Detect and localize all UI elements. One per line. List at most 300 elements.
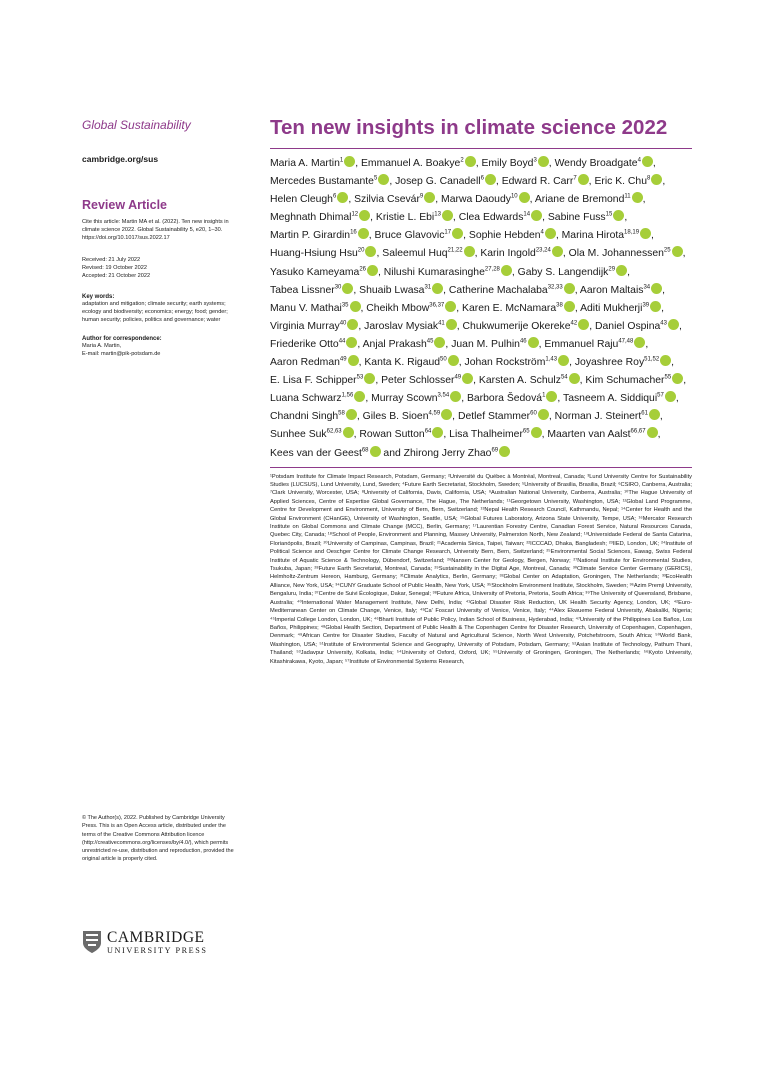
author-separator: ,: [375, 375, 382, 387]
article-title: Ten new insights in climate science 2022: [270, 116, 692, 149]
author-separator: and: [380, 447, 404, 459]
author-separator: ,: [683, 375, 687, 387]
author-separator: ,: [574, 284, 580, 296]
author: [544, 339, 645, 350]
author-name: Eric K. Chu: [594, 176, 647, 188]
author-name: Marina Hirota: [561, 230, 625, 242]
author-affiliation-number: 54: [560, 374, 568, 381]
author-name: Joyashree Roy: [574, 357, 645, 369]
orcid-icon[interactable]: [343, 427, 354, 438]
author: [270, 411, 357, 422]
orcid-icon[interactable]: [650, 301, 661, 312]
author-affiliation-number: 12: [351, 211, 359, 218]
orcid-icon[interactable]: [558, 355, 569, 366]
publisher-wordmark: [107, 930, 208, 955]
orcid-icon[interactable]: [651, 283, 662, 294]
author-name: Tabea Lissner: [270, 284, 335, 296]
author: [361, 158, 476, 169]
orcid-icon[interactable]: [464, 246, 475, 257]
author: [270, 194, 348, 205]
author-name: Sophie Hebden: [468, 230, 541, 242]
author-affiliation-number: 69: [491, 447, 499, 454]
orcid-icon[interactable]: [359, 210, 370, 221]
author-name: Zhirong Jerry Zhao: [403, 447, 492, 459]
author: [562, 230, 651, 241]
author-name: Rowan Sutton: [359, 429, 425, 441]
correspondence-name: Maria A. Martin,: [82, 343, 122, 349]
author: [270, 267, 378, 278]
author: [404, 448, 510, 459]
author: [449, 429, 541, 440]
orcid-icon[interactable]: [501, 265, 512, 276]
author-affiliation-number: 1,43: [545, 356, 558, 363]
author-name: Barbora Šedová: [466, 393, 543, 405]
author-name: Gaby S. Langendijk: [517, 266, 609, 278]
author: [481, 158, 548, 169]
author-name: Emmanuel A. Boakye: [361, 158, 461, 169]
orcid-icon[interactable]: [672, 373, 683, 384]
author-name: Friederike Otto: [270, 338, 339, 350]
author-separator: ,: [443, 429, 450, 441]
cambridge-shield-icon: [82, 930, 102, 954]
author-name: Saleemul Huq: [382, 248, 448, 260]
author: [363, 339, 446, 350]
author-separator: ,: [557, 393, 563, 405]
author-separator: ,: [529, 194, 535, 206]
orcid-icon[interactable]: [424, 192, 435, 203]
author-affiliation-number: 4,59: [428, 410, 441, 417]
author-name: Emily Boyd: [481, 158, 534, 169]
orcid-icon[interactable]: [346, 337, 357, 348]
author-separator: ,: [456, 302, 463, 314]
orcid-icon[interactable]: [519, 192, 530, 203]
orcid-icon[interactable]: [350, 301, 361, 312]
author-name: Wendy Broadgate: [554, 158, 638, 169]
author-affiliation-number: 4: [540, 229, 544, 236]
affiliations: ¹Potsdam Institute for Climate Impact Research, Potsdam, Germany; ²Université du Québec à Montréal, Montreal, Canada; ³Lund University Centre for Sustainability Studies (LUCSUS), Lund University, Lund, Sweden; ⁴Future Earth Secretariat, Stockholm, Sweden; ⁵University of Brasilia, Brasilia, Brazil; ⁶CSIRO, Canberra, Australia; ⁷Clark University, Worcester, USA; ⁸University of California, Davis, California, USA; ⁹Australian National University, Canberra, Australia; ¹⁰The Hague University of Applied Sciences, Centre of Expertise Global Governance, The Hague, The Netherlands; ¹¹Georgetown University, Washington, USA; ¹²Global Land Programme, Centre for Development and Environment, University of Bern, Bern, Switzerland; ¹³Nepal Health Research Council, Kathmandu, Nepal; ¹⁴Center for Health and the Global Environment (CHanGE), University of Washington, Seattle, USA; ¹⁵Global Futures Laboratory, Arizona State University, Tempe, USA; ¹⁶Mercator Research Institute on Global Commons and Climate Change (MCC), Berlin, Germany; ¹⁷Laurentian Forestry Centre, Canadian Forest Service, Natural Resources Canada, Quebec City, Canada; ¹⁸School of People, Environment and Planning, Massey University, Palmerston North, New Zealand; ¹⁹Universidade Federal de Santa Catarina, Florianópolis, Brazil; ²⁰University of Campinas, Campinas, Brazil; ²¹Academia Sinica, Taipei, Taiwan; ²²ICCCAD, Dhaka, Bangladesh; ²³IIED, London, UK; ²⁴Institute of Political Science and Oeschger Centre for Climate Change Research, University Bern, Bern, Switzerland; ²⁵Environmental Social Sciences, Eawag, Swiss Federal Institute of Aquatic Science & Technology, Dübendorf, Switzerland; ²⁶Nansen Center for Geology, Bergen, Norway; ²⁷National Institute for Environmental Studies, Tsukuba, Japan; ²⁸Future Earth Secretariat, Montreal, Canada; ²⁹Sustainability in the Digital Age, Montreal, Canada; ³⁰Climate Service Center Germany (GERICS), Helmholtz-Zentrum Hereon, Hamburg, Germany; ³¹Climate Analytics, Berlin, Germany; ³²Global Center on Adaptation, Groningen, The Netherlands; ³³EcoHealth Alliance, New York, USA; ³⁴CUNY Graduate School of Public Health, New York, USA; ³⁵Stockholm Environment Institute, Stockholm, Sweden; ³⁶Azim Premji University, Bengaluru, India; ³⁷Centre de Suivi Écologique, Dakar, Senegal; ³⁸Future Africa, University of Pretoria, Pretoria, South Africa; ³⁹The University of Queensland, Brisbane, Australia; ⁴⁰International Water Management Institute, New Delhi, India; ⁴¹Global Disaster Risk Reduction, UK Health Security Agency, London, UK; ⁴²Euro-Mediterranean Center on Climate Change, Venice, Italy; ⁴³Ca' Foscari University of Venice, Venice, Italy; ⁴⁴Alex Ekwueme Federal University, Abakaliki, Nigeria; ⁴⁵Imperial College London, London, UK; ⁴⁶Bharti Institute of Public Policy, Indian School of Business, Hyderabad, India; ⁴⁷University of the Philippines Los Baños, Los Baños, Philippines; ⁴⁸Global Health Section, Department of Public Health & The Copenhagen Centre for Disaster Research, University of Copenhagen, Copenhagen, Denmark; ⁴⁹African Centre for Disaster Studies, Faculty of Natural and Agricultural Science, North West University, Potchefstroom, South Africa; ⁵⁰World Bank, Washington, USA; ⁵¹Institute of Environmental Science and Geography, University of Potsdam, Potsdam, Germany; ⁵²Asian Institute of Technology, Pathum Thani, Thailand; ⁵³Jadavpur University, Kolkata, India; ⁵⁴University of Oxford, Oxford, UK; ⁵⁵University of Groningen, Groningen, The Netherlands; ⁵⁶Kyoto University, Kitashirakawa, Kyoto, Japan; ⁵⁷Institute of Environmental Systems Research,: [270, 473, 692, 665]
orcid-icon[interactable]: [452, 228, 463, 239]
orcid-icon[interactable]: [348, 355, 359, 366]
orcid-icon[interactable]: [442, 210, 453, 221]
author: [575, 357, 671, 368]
author-affiliation-number: 46: [519, 338, 527, 345]
orcid-icon[interactable]: [347, 319, 358, 330]
author-name: Daniel Ospina: [595, 320, 661, 332]
author-affiliation-number: 1: [542, 392, 546, 399]
orcid-icon[interactable]: [462, 373, 473, 384]
orcid-icon[interactable]: [358, 228, 369, 239]
author-affiliation-number: 51,52: [644, 356, 660, 363]
author-separator: ,: [443, 284, 449, 296]
author-affiliation-number: 49: [339, 356, 347, 363]
orcid-icon[interactable]: [672, 246, 683, 257]
author-name: Lisa Thalheimer: [449, 429, 523, 441]
orcid-icon[interactable]: [552, 246, 563, 257]
orcid-icon[interactable]: [531, 427, 542, 438]
author: [359, 285, 443, 296]
author: [270, 285, 353, 296]
author-separator: ,: [652, 158, 656, 169]
author: [479, 375, 580, 386]
author-separator: ,: [435, 194, 442, 206]
author-affiliation-number: 57: [657, 392, 664, 399]
author-name: Emmanuel Raju: [544, 338, 619, 350]
orcid-icon[interactable]: [499, 446, 510, 457]
author-name: Peter Schlosser: [381, 375, 455, 387]
author-separator: ,: [662, 284, 666, 296]
orcid-icon[interactable]: [337, 192, 348, 203]
orcid-icon[interactable]: [485, 174, 496, 185]
orcid-icon[interactable]: [448, 355, 459, 366]
author-separator: ,: [651, 230, 654, 242]
author-affiliation-number: 31: [424, 284, 432, 291]
author: [518, 267, 627, 278]
author-affiliation-number: 2: [460, 157, 464, 164]
orcid-icon[interactable]: [441, 409, 452, 420]
orcid-icon[interactable]: [632, 192, 643, 203]
orcid-icon[interactable]: [647, 427, 658, 438]
orcid-icon[interactable]: [564, 283, 575, 294]
author-separator: ,: [548, 158, 555, 169]
author-separator: ,: [475, 158, 482, 169]
author-name: Luana Schwarz: [270, 393, 342, 405]
author-name: Shuaib Lwasa: [359, 284, 425, 296]
publisher-logo: [82, 930, 208, 955]
orcid-icon[interactable]: [616, 265, 627, 276]
author: [465, 357, 570, 368]
author-separator: ,: [376, 248, 383, 260]
keywords: adaptation and mitigation; climate security; earth systems; ecology and biodiversity; economics; energy; food; gender; human security; policies, politics and governance; water: [82, 301, 228, 323]
orcid-icon[interactable]: [432, 283, 443, 294]
author: [563, 393, 676, 404]
author-affiliation-number: 9: [419, 193, 424, 200]
author-separator: ,: [445, 338, 452, 350]
author-name: Kanta K. Rigaud: [364, 357, 441, 369]
author-name: Meghnath Dhimal: [270, 212, 352, 224]
author-affiliation-number: 45: [426, 338, 434, 345]
author-affiliation-number: 16: [350, 229, 357, 236]
author: [547, 429, 657, 440]
correspondence-email[interactable]: E-mail: martin@pik-potsdam.de: [82, 351, 161, 357]
author-affiliation-number: 15: [605, 211, 613, 218]
author-separator: ,: [659, 411, 663, 423]
author: [364, 357, 458, 368]
author-separator: ,: [458, 357, 465, 369]
author-name: Marwa Daoudy: [441, 194, 511, 206]
author-affiliation-number: 10: [510, 193, 518, 200]
orcid-icon[interactable]: [578, 174, 589, 185]
author: [585, 375, 683, 386]
author-affiliation-number: 64: [424, 428, 432, 435]
author-separator: ,: [456, 320, 463, 332]
author-name: Murray Scown: [371, 393, 438, 405]
author-separator: ,: [579, 375, 586, 387]
author-affiliation-number: 17: [444, 229, 452, 236]
author-name: Kees van der Geest: [270, 447, 362, 459]
orcid-icon[interactable]: [538, 156, 549, 167]
author-separator: ,: [353, 284, 360, 296]
author: [381, 375, 473, 386]
orcid-icon[interactable]: [538, 409, 549, 420]
author-separator: ,: [642, 194, 646, 206]
author: [270, 375, 375, 386]
author-name: Yasuko Kameyama: [270, 266, 360, 278]
author-name: Juan M. Pulhin: [451, 338, 520, 350]
author-affiliation-number: 11: [624, 193, 631, 200]
journal-name: Global Sustainability: [82, 118, 191, 132]
author-name: Sunhee Suk: [270, 429, 327, 441]
author-name: Aditi Mukherji: [580, 302, 643, 314]
orcid-icon[interactable]: [344, 156, 355, 167]
author-affiliation-number: 68: [361, 447, 369, 454]
author: [375, 230, 464, 241]
author-separator: ,: [360, 302, 367, 314]
author-separator: ,: [378, 266, 384, 278]
author-separator: ,: [358, 320, 365, 332]
author-name: Detlef Stammer: [457, 411, 531, 423]
author-separator: ,: [671, 357, 675, 369]
author-affiliation-number: 27,28: [484, 266, 500, 273]
author: [270, 176, 389, 187]
publisher-subname: UNIVERSITY PRESS: [107, 945, 208, 955]
author-affiliation-number: 13: [434, 211, 441, 218]
author-affiliation-number: 43: [660, 320, 667, 327]
orcid-icon[interactable]: [367, 265, 378, 276]
author-name: Chandni Singh: [270, 411, 339, 423]
author: [270, 429, 354, 440]
author-name: Nilushi Kumarasinghe: [383, 266, 485, 278]
orcid-icon[interactable]: [668, 319, 679, 330]
author-affiliation-number: 50: [440, 356, 447, 363]
author: [555, 158, 653, 169]
author: [270, 357, 359, 368]
orcid-icon[interactable]: [432, 427, 443, 438]
author-affiliation-number: 30: [334, 284, 342, 291]
author-affiliation-number: 23,24: [535, 248, 551, 254]
author-separator: ,: [589, 320, 596, 332]
author-affiliation-number: 21,22: [447, 248, 463, 254]
copyright-notice: © The Author(s), 2022. Published by Cambridge University Press. This is an Open Access article, distributed under the terms of the Creative Commons Attribution licence (http://creativecommons.org/licenses/by/4.0/), which permits unrestricted re-use, distribution and reproduction, provided the original article is properly cited.: [82, 815, 234, 863]
author-affiliation-number: 49: [454, 374, 462, 381]
author-name: Karen E. McNamara: [462, 302, 557, 314]
author-affiliation-number: 34: [643, 284, 651, 291]
author-affiliation-number: 61: [641, 410, 648, 417]
orcid-icon[interactable]: [346, 409, 357, 420]
orcid-icon[interactable]: [342, 283, 353, 294]
author: [469, 230, 556, 241]
orcid-icon[interactable]: [660, 355, 671, 366]
author-name: Giles B. Sioen: [362, 411, 429, 423]
author-affiliation-number: 32,33: [547, 284, 563, 291]
author-name: Ariane de Bremond: [534, 194, 625, 206]
author-name: Clea Edwards: [458, 212, 524, 224]
author: [480, 248, 562, 259]
orcid-icon[interactable]: [446, 319, 457, 330]
orcid-icon[interactable]: [354, 391, 365, 402]
author-name: Helen Cleugh: [270, 194, 333, 206]
author: [555, 411, 660, 422]
orcid-icon[interactable]: [365, 246, 376, 257]
author-separator: ,: [569, 357, 575, 369]
orcid-icon[interactable]: [564, 301, 575, 312]
author-name: Tasneem A. Siddiqui: [563, 393, 658, 405]
dates: [82, 256, 234, 280]
main-column: [270, 116, 692, 666]
author-name: Martin P. Girardin: [270, 230, 351, 242]
author-name: Kristie L. Ebi: [375, 212, 435, 224]
orcid-icon[interactable]: [445, 301, 456, 312]
author-separator: ,: [682, 248, 686, 260]
author: [395, 176, 496, 187]
author-affiliation-number: 26: [359, 266, 367, 273]
author-name: Aaron Redman: [270, 357, 340, 369]
author-separator: ,: [474, 248, 481, 260]
sidebar: [82, 118, 234, 358]
article-type: Review Article: [82, 198, 167, 212]
author-name: Johan Rockström: [464, 357, 546, 369]
orcid-icon[interactable]: [642, 156, 653, 167]
author-affiliation-number: 47,48: [618, 338, 634, 345]
author-separator: ,: [357, 338, 363, 350]
author-separator: ,: [538, 338, 545, 350]
author-separator: ,: [678, 320, 682, 332]
author-affiliation-number: 53: [356, 374, 364, 381]
orcid-icon[interactable]: [634, 337, 645, 348]
journal-url[interactable]: cambridge.org/sus: [82, 154, 159, 164]
author: [462, 303, 575, 314]
orcid-icon[interactable]: [450, 391, 461, 402]
orcid-icon[interactable]: [613, 210, 624, 221]
author-affiliation-number: 3,54: [437, 392, 450, 399]
author-name: Karin Ingold: [480, 248, 536, 260]
author-separator: ,: [495, 176, 502, 188]
author-name: Catherine Machalaba: [448, 284, 548, 296]
author: [363, 411, 453, 422]
correspondence-heading: Author for correspondence:: [82, 336, 162, 342]
author-affiliation-number: 40: [339, 320, 347, 327]
author-name: E. Lisa F. Schipper: [270, 375, 357, 387]
author: [595, 321, 679, 332]
author-separator: ,: [588, 176, 595, 188]
author-affiliation-number: 29: [608, 266, 616, 273]
author-affiliation-number: 20: [357, 248, 365, 254]
author-separator: ,: [355, 158, 361, 169]
author: [580, 303, 661, 314]
author-affiliation-number: 60: [530, 410, 537, 417]
orcid-icon[interactable]: [569, 373, 580, 384]
orcid-icon[interactable]: [378, 174, 389, 185]
author-separator: ,: [473, 375, 479, 387]
author-separator: ,: [562, 248, 569, 260]
author-name: Edward R. Carr: [501, 176, 574, 188]
author-affiliation-number: 58: [338, 410, 345, 417]
author-affiliation-number: 8: [646, 175, 651, 182]
author-affiliation-number: 65: [522, 428, 530, 435]
author: [580, 285, 662, 296]
author: [459, 212, 542, 223]
author: [364, 321, 457, 332]
author-affiliation-number: 6: [480, 175, 484, 182]
orcid-icon[interactable]: [531, 210, 542, 221]
author-separator: ,: [452, 411, 458, 423]
author-name: Cheikh Mbow: [366, 302, 430, 314]
author: [270, 321, 358, 332]
orcid-icon[interactable]: [665, 391, 676, 402]
author: [458, 411, 549, 422]
author-name: Mercedes Bustamante: [270, 176, 374, 188]
orcid-icon[interactable]: [465, 156, 476, 167]
author-separator: ,: [541, 429, 548, 441]
revised-date: Revised: 19 October 2022: [82, 265, 147, 271]
orcid-icon[interactable]: [651, 174, 662, 185]
author: [382, 248, 474, 259]
publisher-name: CAMBRIDGE: [107, 929, 205, 946]
orcid-icon[interactable]: [649, 409, 660, 420]
author-affiliation-number: 62,63: [326, 428, 342, 435]
author-name: Szilvia Csevár: [354, 194, 420, 206]
orcid-icon[interactable]: [546, 391, 557, 402]
author: [451, 339, 538, 350]
author-name: Norman J. Steinert: [554, 411, 642, 423]
author-name: Aaron Maltais: [579, 284, 644, 296]
author-separator: ,: [348, 194, 355, 206]
orcid-icon[interactable]: [640, 228, 651, 239]
author-name: Maria A. Martin: [270, 158, 340, 169]
author-affiliation-number: 6: [332, 193, 337, 200]
author-separator: ,: [356, 411, 363, 423]
author-affiliation-number: 18,19: [624, 229, 640, 236]
author-separator: ,: [511, 266, 518, 278]
author-name: Virginia Murray: [270, 320, 340, 332]
orcid-icon[interactable]: [528, 337, 539, 348]
author-separator: ,: [624, 212, 628, 224]
author-name: Karsten A. Schulz: [478, 375, 561, 387]
author-name: Chukwumerije Okereke: [462, 320, 571, 332]
orcid-icon[interactable]: [434, 337, 445, 348]
author: [270, 158, 355, 169]
author-affiliation-number: 35: [341, 302, 349, 309]
author-affiliation-number: 44: [338, 338, 346, 345]
author: [548, 212, 624, 223]
author-affiliation-number: 3: [533, 157, 537, 164]
author-separator: ,: [662, 176, 666, 188]
author-separator: ,: [370, 212, 376, 224]
author-affiliation-number: 38: [556, 302, 563, 309]
author-affiliation-number: 25: [663, 248, 671, 254]
author: [371, 393, 461, 404]
orcid-icon[interactable]: [364, 373, 375, 384]
author: [270, 448, 381, 459]
citation: Cite this article: Martin MA et al. (2022). Ten new insights in climate science 2022. Global Sustainability 5, e20, 1–30. https://doi.org/10.1017/sus.2022.17: [82, 219, 229, 241]
orcid-icon[interactable]: [370, 446, 381, 457]
author: [569, 248, 683, 259]
author-affiliation-number: 14: [523, 211, 531, 218]
author-name: Manu V. Mathai: [270, 302, 342, 314]
author: [449, 285, 575, 296]
author-affiliation-number: 7: [573, 175, 577, 182]
author-separator: ,: [463, 230, 469, 242]
author-name: Huang-Hsiung Hsu: [270, 248, 358, 260]
author: [270, 393, 365, 404]
orcid-icon[interactable]: [578, 319, 589, 330]
author-name: Josep G. Canadell: [395, 176, 481, 188]
author-affiliation-number: 41: [438, 320, 445, 327]
orcid-icon[interactable]: [545, 228, 556, 239]
author-name: Kim Schumacher: [585, 375, 665, 387]
author: [463, 321, 590, 332]
author-separator: ,: [389, 176, 396, 188]
author-name: Maarten van Aalst: [547, 429, 631, 441]
